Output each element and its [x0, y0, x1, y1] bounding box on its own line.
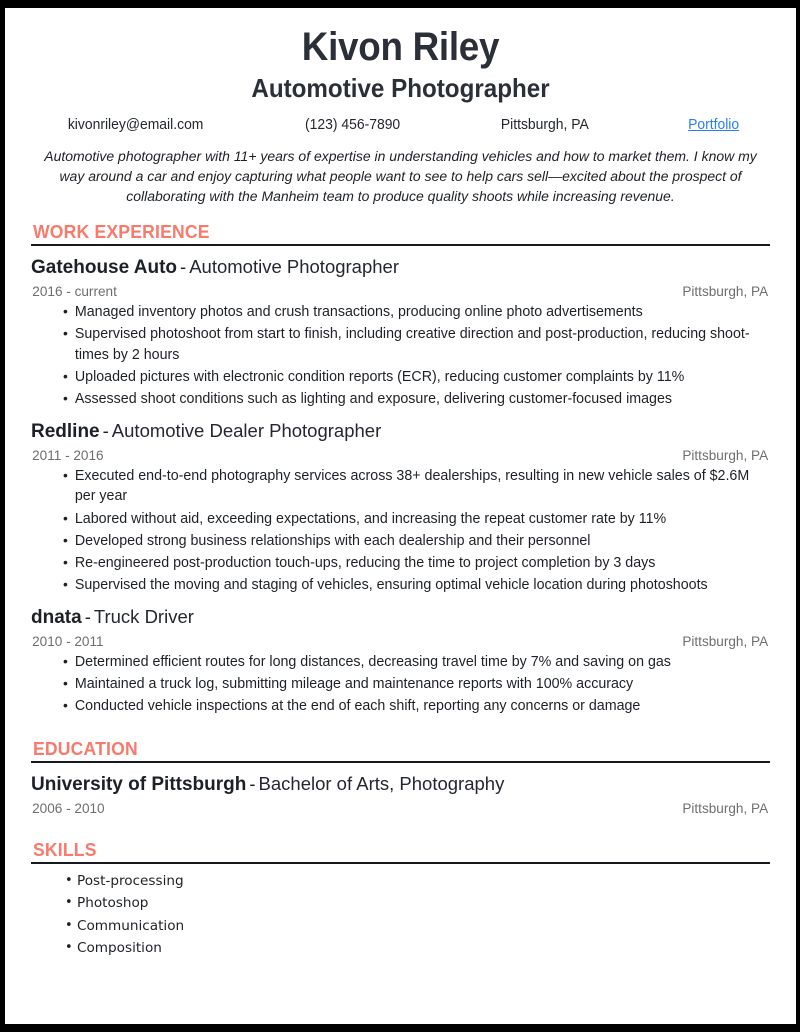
list-item: • Labored without aid, exceeding expectations, and increasing the repeat customer rate by 11% — [63, 509, 763, 530]
work-entry-heading — [31, 255, 770, 280]
list-item: • Supervised photoshoot from start to finish, including creative direction and post-production, reducing shoot-times by 2 hours — [63, 324, 763, 365]
contact-phone[interactable]: (123) 456-7890 — [304, 116, 401, 133]
work-entry-bullets — [31, 302, 770, 410]
work-entry-dates: 2016 - current — [32, 282, 117, 299]
work-entry-location: Pittsburgh, PA — [681, 632, 768, 649]
resume-page — [5, 8, 796, 1024]
education-entry-heading — [31, 772, 770, 797]
section-divider — [31, 244, 770, 246]
list-item: • Supervised the moving and staging of vehicles, ensuring optimal vehicle location during photoshoots — [63, 575, 763, 596]
list-item: • Maintained a truck log, submitting mileage and maintenance reports with 100% accuracy — [63, 674, 763, 695]
entry-separator: - — [102, 419, 109, 441]
list-item: • Assessed shoot conditions such as lighting and exposure, delivering customer-focused images — [63, 389, 763, 410]
resume-header — [31, 8, 770, 133]
list-item: • Conducted vehicle inspections at the end of each shift, reporting any concerns or damage — [63, 696, 763, 717]
section-divider — [31, 862, 770, 864]
work-entry-dates: 2010 - 2011 — [32, 632, 104, 649]
list-item: • Managed inventory photos and crush transactions, producing online photo advertisements — [63, 302, 763, 323]
list-item: • Communication — [65, 915, 770, 937]
education-school: University of Pittsburgh — [31, 774, 247, 796]
entry-separator: - — [84, 605, 91, 627]
list-item: • Re-engineered post-production touch-ups, reducing the time to project completion by 3 days — [63, 553, 763, 574]
candidate-name: Kivon Riley — [301, 25, 500, 69]
portfolio-link[interactable]: Portfolio — [687, 116, 739, 133]
education-degree: Bachelor of Arts, Photography — [258, 773, 505, 795]
section-title-skills: SKILLS — [33, 838, 97, 860]
work-entry-company: Redline — [31, 420, 100, 442]
work-entry — [31, 419, 770, 596]
contact-email[interactable]: kivonriley@email.com — [67, 116, 204, 133]
professional-summary: Automotive photographer with 11+ years of expertise in understanding vehicles and how to market them. I know my way around a car and enjoy capturing what people want to see to help cars sell—excited about the prospect of collaborating with the Manheim team to produce quality shoots while increasing revenue. — [44, 148, 757, 206]
section-education — [31, 739, 770, 816]
candidate-job-title: Automotive Photographer — [251, 73, 550, 104]
work-entry-company: Gatehouse Auto — [31, 256, 178, 278]
work-entry — [31, 255, 770, 410]
contact-location: Pittsburgh, PA — [500, 116, 589, 133]
work-entry-bullets — [31, 652, 770, 717]
education-entry — [31, 772, 770, 816]
list-item: • Executed end-to-end photography services across 38+ dealerships, resulting in new vehicle sales of $2.6M per year — [63, 466, 763, 507]
list-item: • Composition — [65, 937, 770, 959]
list-item: • Developed strong business relationships with each dealership and their personnel — [63, 531, 763, 552]
list-item: • Determined efficient routes for long distances, decreasing travel time by 7% and saving on gas — [63, 652, 763, 673]
work-entry-heading — [31, 419, 770, 444]
list-item: • Photoshop — [65, 892, 770, 914]
list-item: • Post-processing — [65, 870, 770, 892]
work-entry-meta — [31, 283, 770, 299]
work-entry-role: Automotive Photographer — [189, 255, 399, 277]
education-location: Pittsburgh, PA — [681, 799, 768, 816]
work-entry-location: Pittsburgh, PA — [681, 282, 768, 299]
section-title-work: WORK EXPERIENCE — [33, 220, 210, 242]
work-entry-role: Automotive Dealer Photographer — [111, 419, 382, 441]
section-title-education: EDUCATION — [33, 737, 138, 759]
education-dates: 2006 - 2010 — [32, 799, 105, 816]
list-item: • Uploaded pictures with electronic condition reports (ECR), reducing customer complaints by 11% — [63, 367, 763, 388]
work-entry-bullets — [31, 466, 770, 596]
work-entry — [31, 605, 770, 717]
work-entry-location: Pittsburgh, PA — [681, 446, 768, 463]
work-entry-company: dnata — [31, 606, 82, 628]
contact-row — [31, 117, 770, 133]
work-entry-role: Truck Driver — [93, 605, 194, 627]
entry-separator: - — [249, 773, 256, 795]
education-entry-meta — [31, 800, 770, 816]
work-entry-heading — [31, 605, 770, 630]
work-entry-dates: 2011 - 2016 — [32, 446, 104, 463]
work-entry-meta — [31, 447, 770, 463]
section-skills — [31, 840, 770, 959]
skills-list — [31, 870, 770, 959]
section-divider — [31, 761, 770, 763]
work-entry-meta — [31, 633, 770, 649]
entry-separator: - — [180, 255, 187, 277]
section-work-experience — [31, 222, 770, 717]
